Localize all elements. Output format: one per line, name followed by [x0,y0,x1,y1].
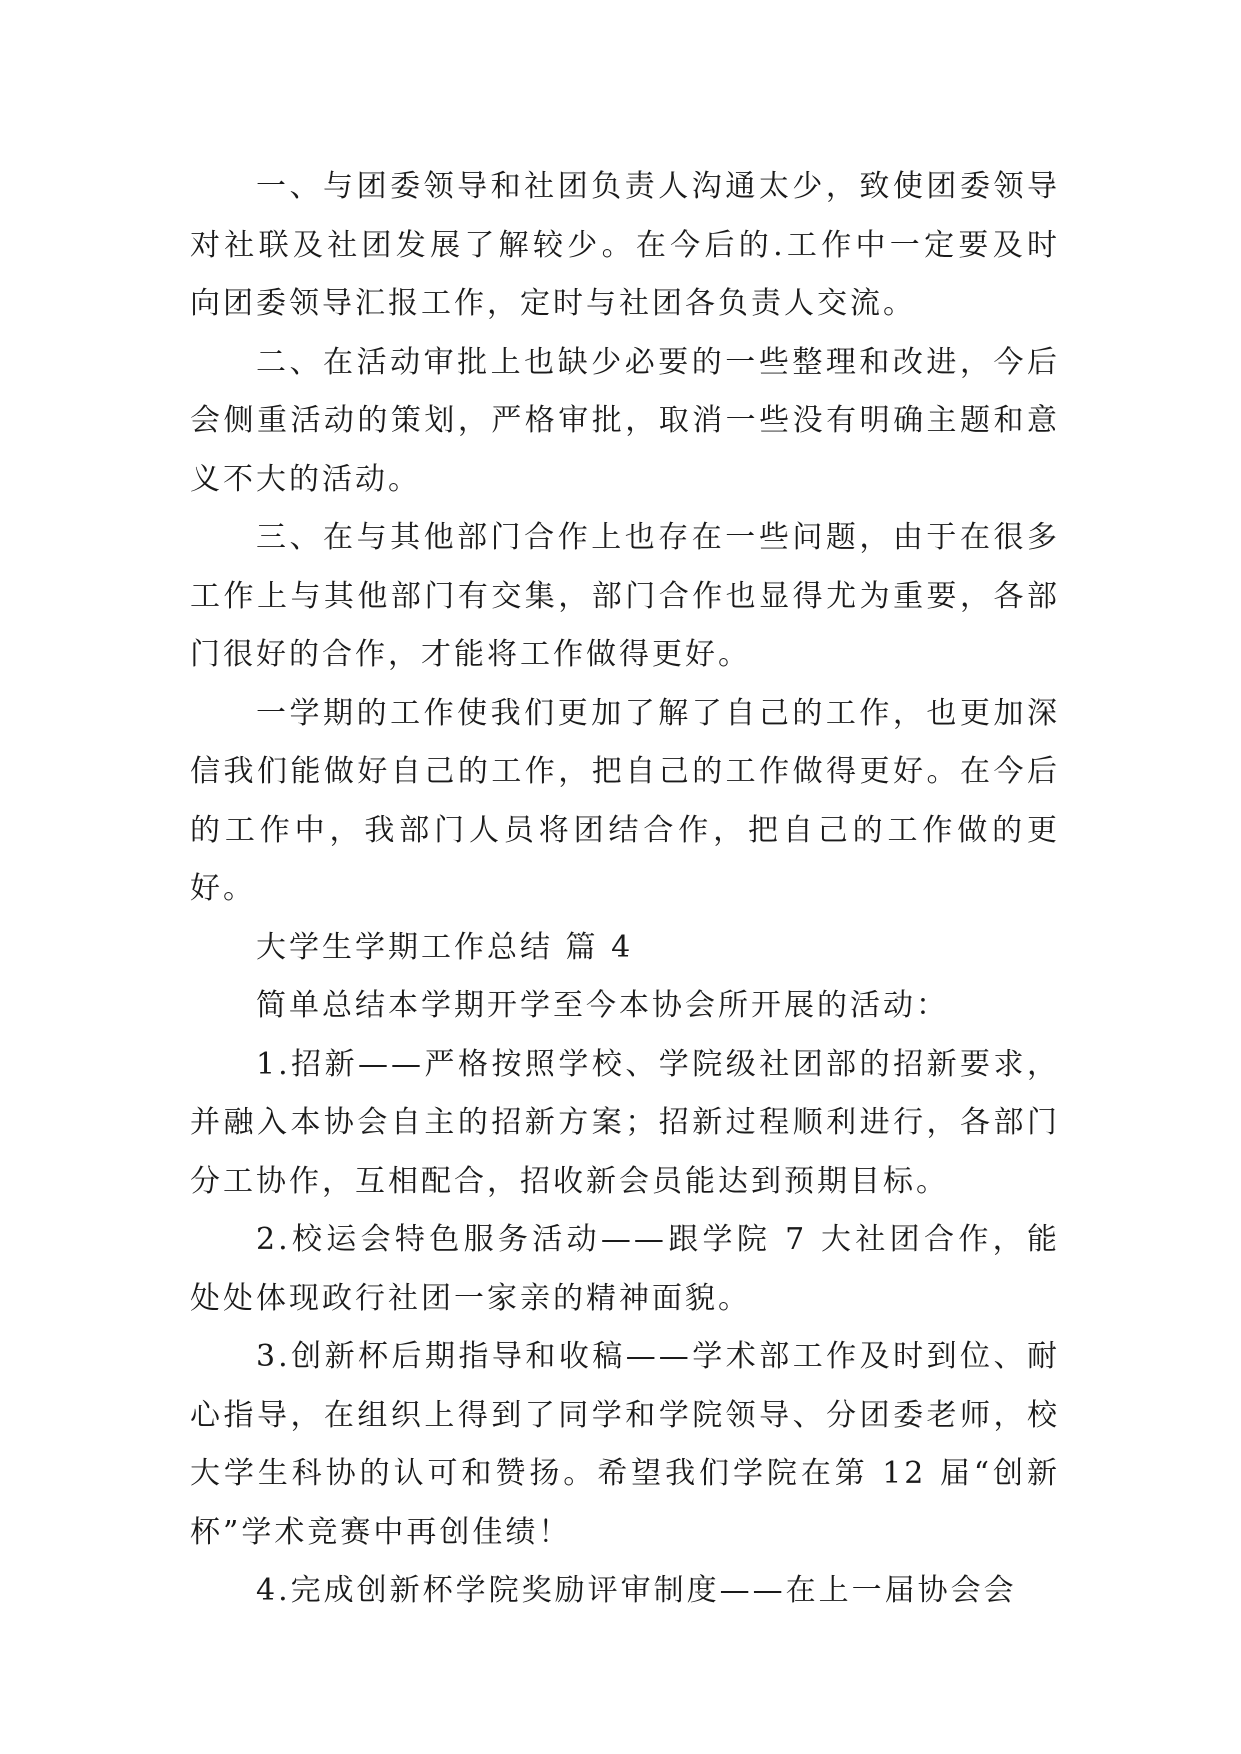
list-item-recruitment: 1.招新——严格按照学校、学院级社团部的招新要求，并融入本协会自主的招新方案；招新过程顺利进行，各部门分工协作，互相配合，招收新会员能达到预期目标。 [190,1046,1060,1199]
paragraph-intro: 简单总结本学期开学至今本协会所开展的活动： [256,988,949,1023]
list-item-award-review: 4.完成创新杯学院奖励评审制度——在上一届协会会 [256,1573,1017,1608]
list-item-innovation-cup: 3.创新杯后期指导和收稿——学术部工作及时到位、耐心指导，在组织上得到了同学和学院领导、分团委老师，校大学生科协的认可和赞扬。希望我们学院在第 12 届“创新杯”学术竞赛中再创佳绩！ [190,1339,1060,1550]
section-heading: 大学生学期工作总结 篇 4 [256,929,634,965]
document-body [190,158,1060,1621]
list-item-sports-service: 2.校运会特色服务活动——跟学院 7 大社团合作，能处处体现政行社团一家亲的精神面貌。 [190,1222,1060,1316]
paragraph-semester-summary: 一学期的工作使我们更加了解了自己的工作，也更加深信我们能做好自己的工作，把自己的工作做得更好。在今后的工作中，我部门人员将团结合作，把自己的工作做的更好。 [190,695,1060,906]
paragraph-activity-approval: 二、在活动审批上也缺少必要的一些整理和改进，今后会侧重活动的策划，严格审批，取消一些没有明确主题和意义不大的活动。 [190,344,1060,497]
paragraph-communication: 一、与团委领导和社团负责人沟通太少，致使团委领导对社联及社团发展了解较少。在今后的.工作中一定要及时向团委领导汇报工作，定时与社团各负责人交流。 [190,169,1060,321]
paragraph-department-cooperation: 三、在与其他部门合作上也存在一些问题，由于在很多工作上与其他部门有交集，部门合作也显得尤为重要，各部门很好的合作，才能将工作做得更好。 [190,520,1060,672]
